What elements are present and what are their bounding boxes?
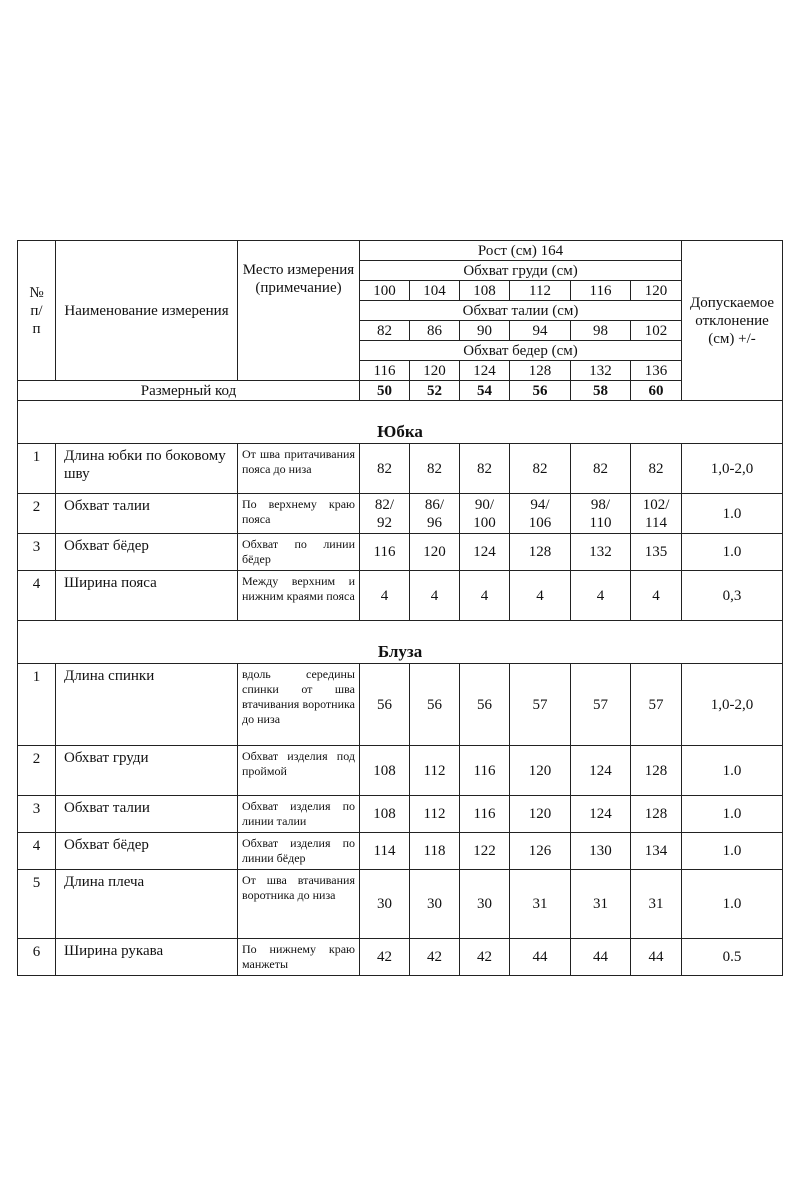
chest-value: 112 — [510, 281, 571, 301]
measurement-place: По верхнему краю пояса — [238, 494, 360, 534]
row-number: 5 — [18, 870, 56, 939]
size-value: 44 — [571, 939, 631, 976]
tolerance-value: 0,3 — [682, 571, 783, 621]
tolerance-value: 1.0 — [682, 870, 783, 939]
measurement-place: Обхват изделия по линии талии — [238, 796, 360, 833]
size-value: 57 — [631, 664, 682, 746]
size-value: 120 — [410, 534, 460, 571]
tolerance-value: 1.0 — [682, 746, 783, 796]
measurement-name: Обхват бёдер — [56, 534, 238, 571]
size-code-label: Размерный код — [18, 381, 360, 401]
measurement-name: Обхват талии — [56, 494, 238, 534]
table-row — [18, 746, 783, 796]
size-value: 108 — [360, 796, 410, 833]
hips-value: 132 — [571, 361, 631, 381]
table-row — [18, 571, 783, 621]
size-value: 4 — [571, 571, 631, 621]
table-row — [18, 833, 783, 870]
size-value: 120 — [510, 746, 571, 796]
waist-value: 102 — [631, 321, 682, 341]
size-value: 4 — [510, 571, 571, 621]
measurement-place: Обхват изделия по линии бёдер — [238, 833, 360, 870]
measurement-name: Ширина пояса — [56, 571, 238, 621]
measurement-place: вдоль середины спинки от шва втачивания воротника до низа — [238, 664, 360, 746]
row-number: 6 — [18, 939, 56, 976]
table-row — [18, 796, 783, 833]
size-value: 4 — [360, 571, 410, 621]
size-value: 56 — [460, 664, 510, 746]
size-value: 94/ 106 — [510, 494, 571, 534]
col-header-tolerance — [682, 241, 783, 401]
tolerance-value: 1,0-2,0 — [682, 444, 783, 494]
size-value: 42 — [410, 939, 460, 976]
size-code: 60 — [631, 381, 682, 401]
col-header-name — [56, 241, 238, 381]
row-number: 1 — [18, 444, 56, 494]
size-value: 31 — [631, 870, 682, 939]
size-value: 128 — [510, 534, 571, 571]
size-value: 102/ 114 — [631, 494, 682, 534]
hips-value: 116 — [360, 361, 410, 381]
size-value: 86/ 96 — [410, 494, 460, 534]
tolerance-value: 1.0 — [682, 833, 783, 870]
size-value: 124 — [571, 796, 631, 833]
hips-value: 128 — [510, 361, 571, 381]
size-value: 118 — [410, 833, 460, 870]
size-value: 31 — [510, 870, 571, 939]
size-value: 4 — [410, 571, 460, 621]
size-value: 82 — [571, 444, 631, 494]
measurement-name: Длина спинки — [56, 664, 238, 746]
size-code: 56 — [510, 381, 571, 401]
table-row — [18, 494, 783, 534]
size-value: 30 — [460, 870, 510, 939]
waist-value: 94 — [510, 321, 571, 341]
size-value: 112 — [410, 746, 460, 796]
size-value: 4 — [631, 571, 682, 621]
size-value: 90/ 100 — [460, 494, 510, 534]
chest-value: 108 — [460, 281, 510, 301]
size-value: 124 — [460, 534, 510, 571]
row-number: 2 — [18, 746, 56, 796]
waist-header: Обхват талии (см) — [360, 301, 682, 321]
size-code: 50 — [360, 381, 410, 401]
size-code: 58 — [571, 381, 631, 401]
size-value: 56 — [410, 664, 460, 746]
row-number: 3 — [18, 796, 56, 833]
tolerance-value: 1.0 — [682, 534, 783, 571]
hips-value: 120 — [410, 361, 460, 381]
size-value: 130 — [571, 833, 631, 870]
size-code: 52 — [410, 381, 460, 401]
chest-header: Обхват груди (см) — [360, 261, 682, 281]
waist-value: 90 — [460, 321, 510, 341]
size-value: 134 — [631, 833, 682, 870]
size-value: 128 — [631, 746, 682, 796]
measurement-name: Обхват груди — [56, 746, 238, 796]
size-value: 122 — [460, 833, 510, 870]
size-value: 56 — [360, 664, 410, 746]
measurement-place: От шва втачивания воротника до низа — [238, 870, 360, 939]
size-value: 120 — [510, 796, 571, 833]
tolerance-value: 1,0-2,0 — [682, 664, 783, 746]
hips-value: 124 — [460, 361, 510, 381]
measurement-name: Длина плеча — [56, 870, 238, 939]
measurement-place: По нижнему краю манжеты — [238, 939, 360, 976]
col-header-tolerance-text: Допускаемое отклонение (см) +/- — [689, 294, 775, 347]
size-value: 42 — [460, 939, 510, 976]
size-value: 82 — [360, 444, 410, 494]
size-value: 82/ 92 — [360, 494, 410, 534]
size-value: 108 — [360, 746, 410, 796]
size-value: 42 — [360, 939, 410, 976]
size-value: 116 — [360, 534, 410, 571]
hips-value: 136 — [631, 361, 682, 381]
table-row — [18, 664, 783, 746]
measurement-name: Длина юбки по боковому шву — [56, 444, 238, 494]
waist-value: 86 — [410, 321, 460, 341]
blouse-section — [18, 621, 783, 976]
measurement-name: Обхват талии — [56, 796, 238, 833]
size-value: 31 — [571, 870, 631, 939]
measurement-name: Обхват бёдер — [56, 833, 238, 870]
size-value: 44 — [510, 939, 571, 976]
chest-value: 116 — [571, 281, 631, 301]
hips-header: Обхват бедер (см) — [360, 341, 682, 361]
size-value: 132 — [571, 534, 631, 571]
size-value: 30 — [410, 870, 460, 939]
size-code: 54 — [460, 381, 510, 401]
col-header-num-text: № п/ п — [29, 284, 44, 337]
row-number: 4 — [18, 571, 56, 621]
chest-value: 120 — [631, 281, 682, 301]
section-title-skirt: Юбка — [18, 401, 783, 444]
size-value: 135 — [631, 534, 682, 571]
measurement-name: Ширина рукава — [56, 939, 238, 976]
size-value: 128 — [631, 796, 682, 833]
measurement-place: Обхват по линии бёдер — [238, 534, 360, 571]
col-header-num — [18, 241, 56, 381]
table-row — [18, 534, 783, 571]
height-header: Рост (см) 164 — [360, 241, 682, 261]
section-title-blouse: Блуза — [18, 621, 783, 664]
size-table — [17, 240, 783, 976]
size-value: 82 — [460, 444, 510, 494]
measurement-place: Между верхним и нижним краями пояса — [238, 571, 360, 621]
col-header-place-text: Место измерения (примечание) — [242, 262, 355, 296]
measurement-place: От шва притачивания пояса до низа — [238, 444, 360, 494]
table-header — [18, 241, 783, 401]
col-header-name-text: Наименование измерения — [64, 302, 229, 319]
tolerance-value: 1.0 — [682, 796, 783, 833]
size-value: 57 — [510, 664, 571, 746]
waist-value: 98 — [571, 321, 631, 341]
tolerance-value: 0.5 — [682, 939, 783, 976]
size-value: 98/ 110 — [571, 494, 631, 534]
size-value: 116 — [460, 746, 510, 796]
size-value: 4 — [460, 571, 510, 621]
table-row — [18, 444, 783, 494]
chest-value: 100 — [360, 281, 410, 301]
waist-value: 82 — [360, 321, 410, 341]
col-header-place — [238, 241, 360, 381]
size-value: 82 — [510, 444, 571, 494]
size-code-row — [18, 381, 783, 401]
table-row — [18, 870, 783, 939]
size-value: 30 — [360, 870, 410, 939]
size-chart — [17, 240, 782, 976]
size-value: 116 — [460, 796, 510, 833]
size-value: 44 — [631, 939, 682, 976]
size-value: 57 — [571, 664, 631, 746]
row-number: 2 — [18, 494, 56, 534]
size-value: 124 — [571, 746, 631, 796]
size-value: 112 — [410, 796, 460, 833]
tolerance-value: 1.0 — [682, 494, 783, 534]
size-value: 126 — [510, 833, 571, 870]
row-number: 1 — [18, 664, 56, 746]
size-value: 82 — [631, 444, 682, 494]
measurement-place: Обхват изделия под проймой — [238, 746, 360, 796]
chest-value: 104 — [410, 281, 460, 301]
size-value: 82 — [410, 444, 460, 494]
size-value: 114 — [360, 833, 410, 870]
skirt-section — [18, 401, 783, 621]
row-number: 3 — [18, 534, 56, 571]
row-number: 4 — [18, 833, 56, 870]
table-row — [18, 939, 783, 976]
